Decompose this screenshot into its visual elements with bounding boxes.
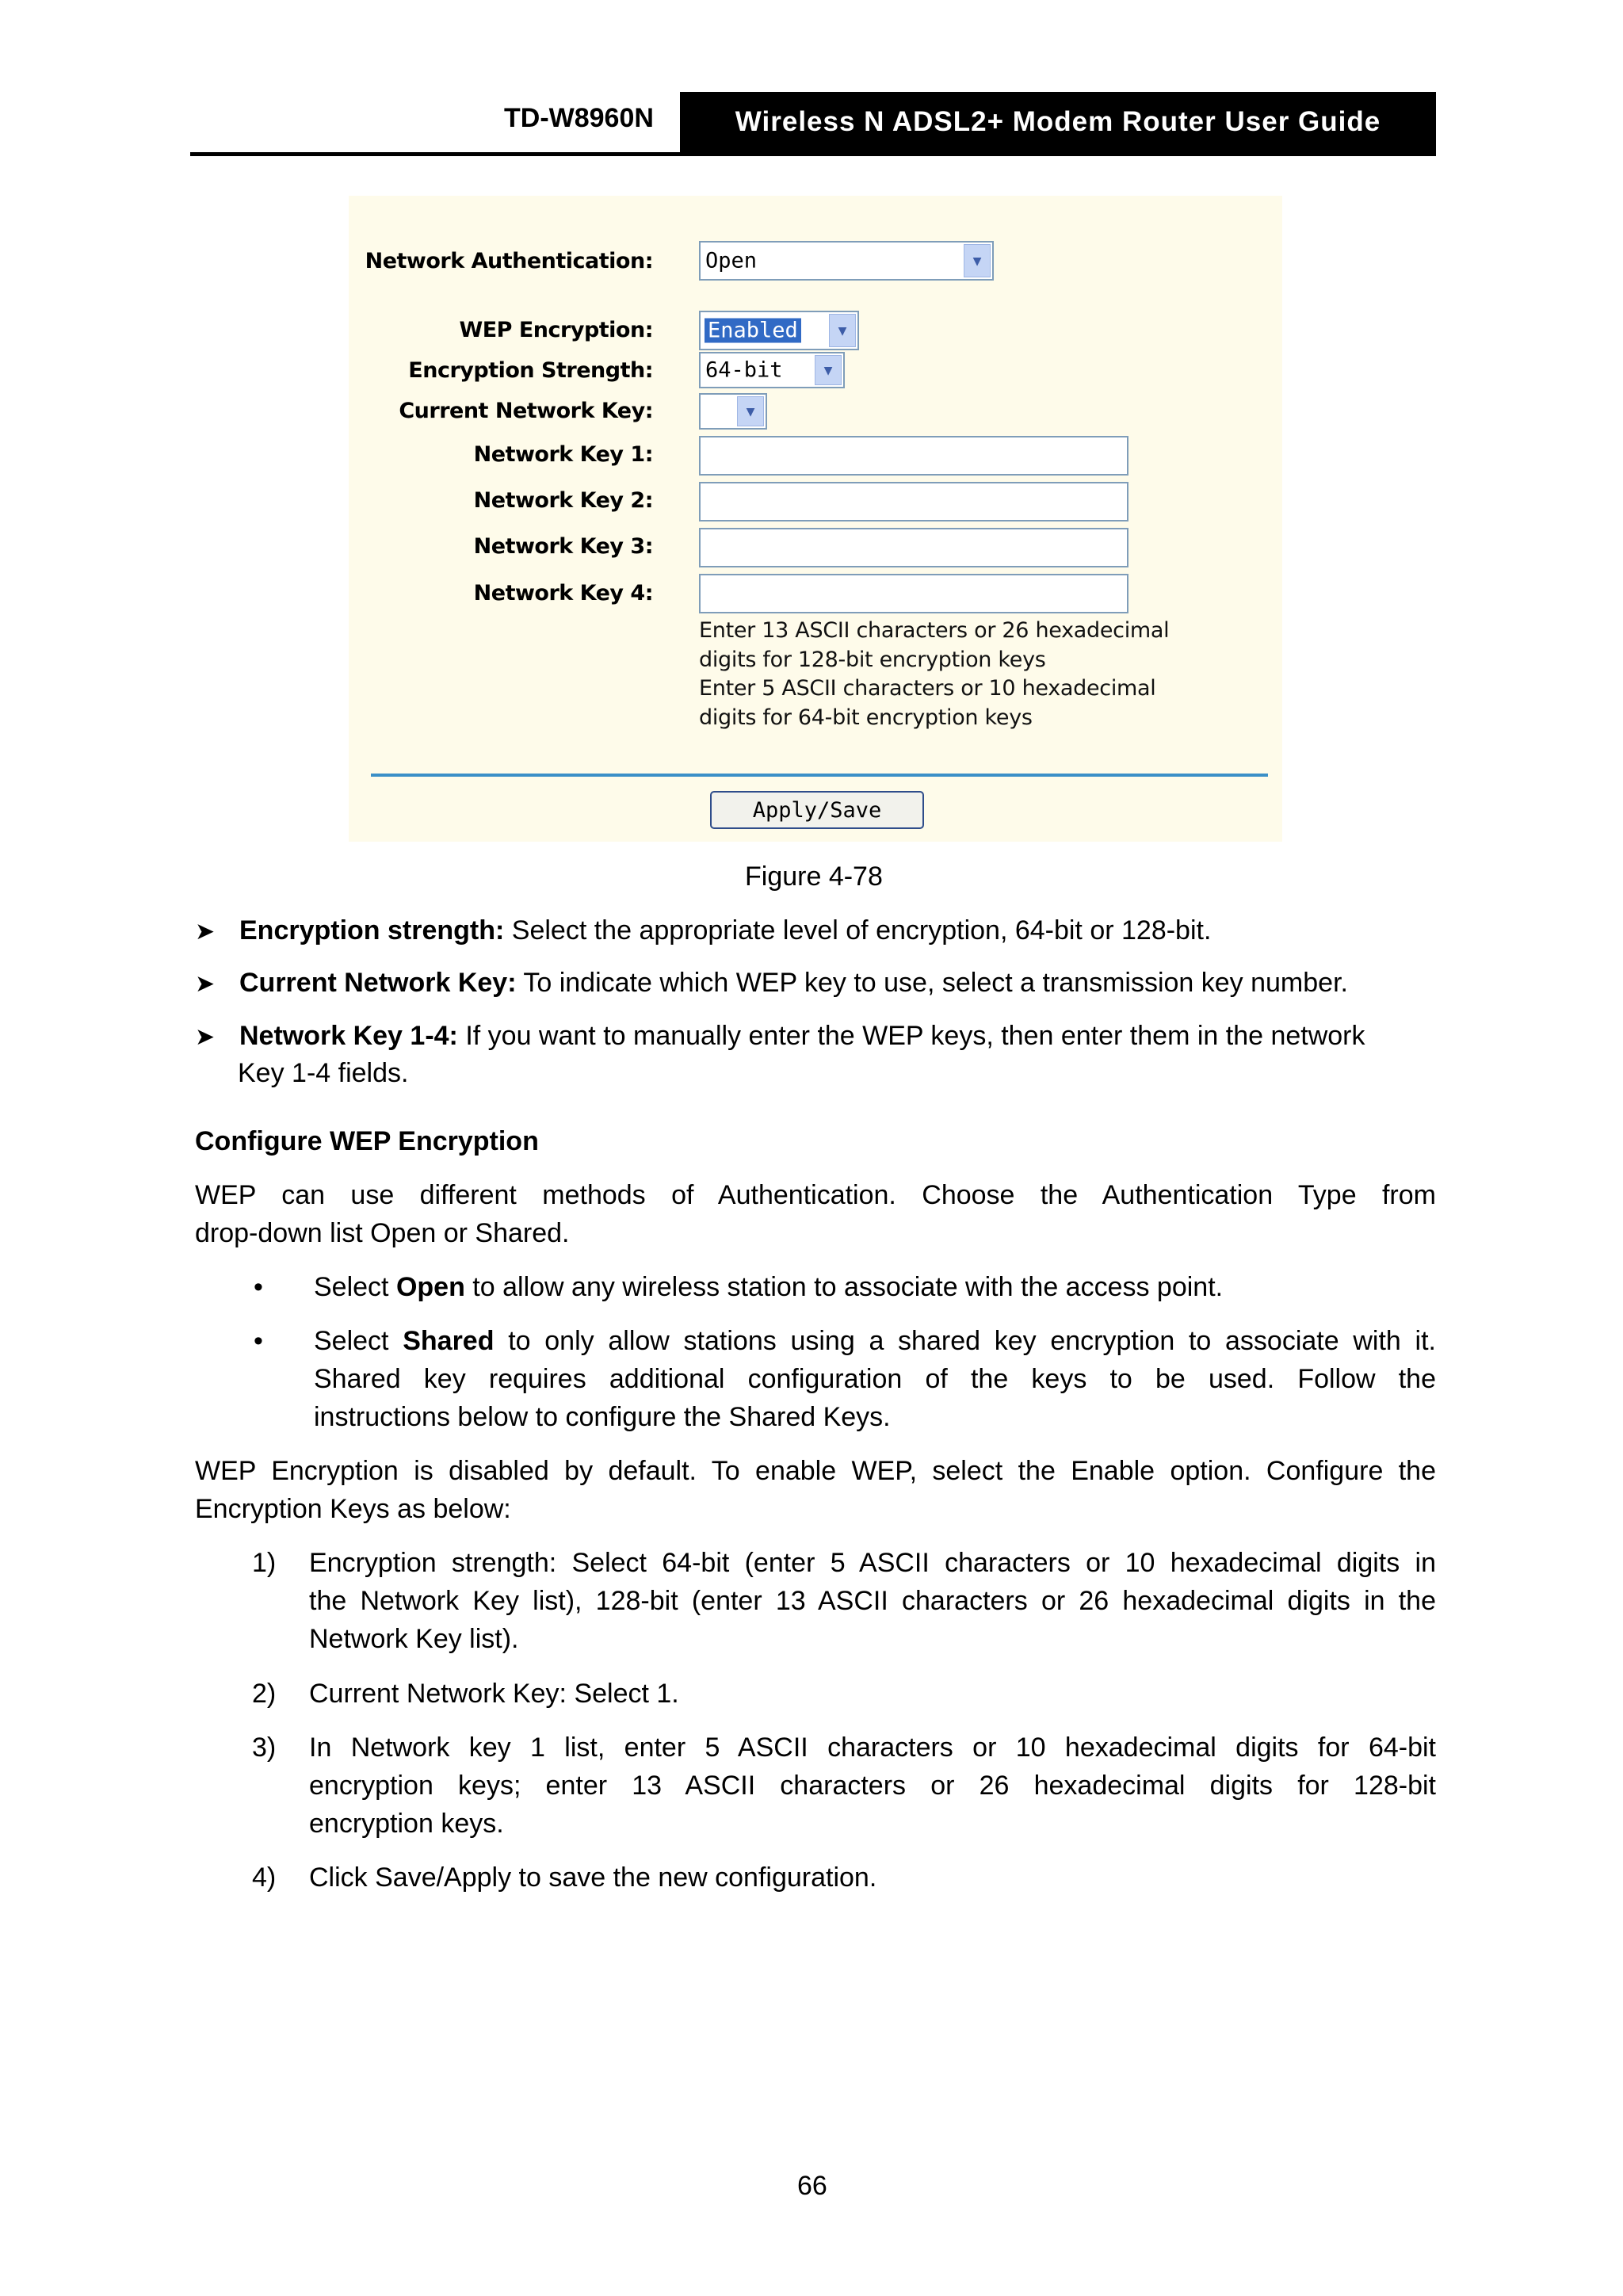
network-key-2-input[interactable] [699, 482, 1128, 521]
figure-divider [371, 774, 1268, 777]
key-hint-line: Enter 5 ASCII characters or 10 hexadecimal [699, 676, 1156, 701]
step-number: 1) [252, 1548, 277, 1578]
header-model: TD-W8960N [504, 103, 654, 133]
option-term: Open [395, 1272, 465, 1302]
network-key-4-input[interactable] [699, 574, 1128, 613]
bullet-text: If you want to manually enter the WEP keys, then enter them in the network [457, 1021, 1365, 1051]
bullet-text: Select the appropriate level of encryption, 64-bit or 128-bit. [504, 915, 1212, 946]
network-key-1-label: Network Key 1: [473, 442, 653, 467]
option-shared-line: Shared key requires additional configuration of the keys to be used. Follow the [314, 1364, 1436, 1394]
bullet-text: To indicate which WEP key to use, select a transmission key number. [516, 968, 1348, 998]
intro-line: drop-down list Open or Shared. [195, 1218, 570, 1248]
chevron-down-icon: ▼ [829, 314, 856, 347]
option-text: Select [314, 1272, 396, 1302]
option-term: Shared [403, 1326, 495, 1356]
bullet-arrow-icon: ➤ [195, 919, 216, 945]
option-shared-line: instructions below to configure the Shared Keys. [314, 1402, 891, 1432]
network-authentication-value: Open [705, 248, 758, 273]
apply-save-button[interactable]: Apply/Save [710, 791, 924, 829]
intro-line: WEP can use different methods of Authentication. Choose the Authentication Type from [195, 1180, 1436, 1210]
option-shared [314, 1322, 1436, 1360]
key-hint-text [699, 617, 1169, 732]
step-number: 2) [252, 1679, 277, 1709]
section-heading: Configure WEP Encryption [195, 1126, 539, 1156]
option-text: to only allow stations using a shared key encryption to associate with it. [494, 1326, 1436, 1356]
paragraph-line: Encryption Keys as below: [195, 1494, 511, 1524]
bullet-network-key-continuation: Key 1-4 fields. [238, 1058, 409, 1088]
step-line: Network Key list). [309, 1624, 519, 1654]
network-authentication-label: Network Authentication: [365, 249, 653, 273]
bullet-arrow-icon: ➤ [195, 1024, 216, 1050]
current-network-key-label: Current Network Key: [399, 399, 653, 423]
encryption-strength-select[interactable] [699, 352, 845, 388]
option-text: to allow any wireless station to associate with the access point. [464, 1272, 1224, 1302]
step-number: 4) [252, 1862, 277, 1893]
network-key-3-label: Network Key 3: [473, 534, 653, 559]
key-hint-line: digits for 64-bit encryption keys [699, 705, 1033, 730]
figure-caption: Figure 4-78 [745, 861, 883, 892]
network-key-1-input[interactable] [699, 436, 1128, 476]
network-authentication-select[interactable] [699, 241, 994, 281]
bullet-term: Network Key 1-4: [239, 1021, 458, 1051]
bullet-term: Encryption strength: [239, 915, 505, 946]
chevron-down-icon: ▼ [964, 244, 991, 277]
wep-encryption-label: WEP Encryption: [459, 318, 653, 342]
bullet-dot: • [254, 1326, 263, 1356]
current-network-key-select[interactable] [699, 393, 767, 430]
bullet-encryption-strength [239, 911, 1436, 949]
header-guide-title: Wireless N ADSL2+ Modem Router User Guide [680, 92, 1436, 152]
step-line: encryption keys. [309, 1809, 504, 1839]
step-line: Encryption strength: Select 64-bit (enter 5 ASCII characters or 10 hexadecimal digits in [309, 1548, 1436, 1578]
network-key-3-input[interactable] [699, 528, 1128, 567]
bullet-arrow-icon: ➤ [195, 971, 216, 997]
step-line: encryption keys; enter 13 ASCII characters or 26 hexadecimal digits for 128-bit [309, 1771, 1436, 1801]
step-line: Current Network Key: Select 1. [309, 1679, 679, 1709]
chevron-down-icon: ▼ [815, 355, 842, 385]
step-line: the Network Key list), 128-bit (enter 13 ASCII characters or 26 hexadecimal digits in the [309, 1586, 1436, 1616]
key-hint-line: Enter 13 ASCII characters or 26 hexadecimal [699, 618, 1170, 643]
encryption-strength-value: 64-bit [705, 357, 783, 383]
option-text: Select [314, 1326, 403, 1356]
wep-encryption-value: Enabled [705, 319, 801, 343]
option-open [314, 1268, 1223, 1306]
page-number: 66 [797, 2171, 827, 2201]
bullet-dot: • [254, 1272, 263, 1302]
network-key-4-label: Network Key 4: [473, 581, 653, 606]
header-rule [190, 152, 1436, 156]
network-key-2-label: Network Key 2: [473, 488, 653, 513]
step-number: 3) [252, 1733, 277, 1763]
step-line: Click Save/Apply to save the new configuration. [309, 1862, 877, 1893]
chevron-down-icon: ▼ [737, 396, 764, 426]
bullet-network-key [239, 1017, 1436, 1055]
bullet-term: Current Network Key: [239, 968, 517, 998]
paragraph-line: WEP Encryption is disabled by default. To enable WEP, select the Enable option. Configure the [195, 1456, 1436, 1486]
encryption-strength-label: Encryption Strength: [408, 358, 653, 383]
step-line: In Network key 1 list, enter 5 ASCII characters or 10 hexadecimal digits for 64-bit [309, 1733, 1436, 1763]
wep-encryption-select[interactable] [699, 311, 859, 350]
bullet-current-network-key [239, 964, 1436, 1002]
key-hint-line: digits for 128-bit encryption keys [699, 647, 1046, 672]
